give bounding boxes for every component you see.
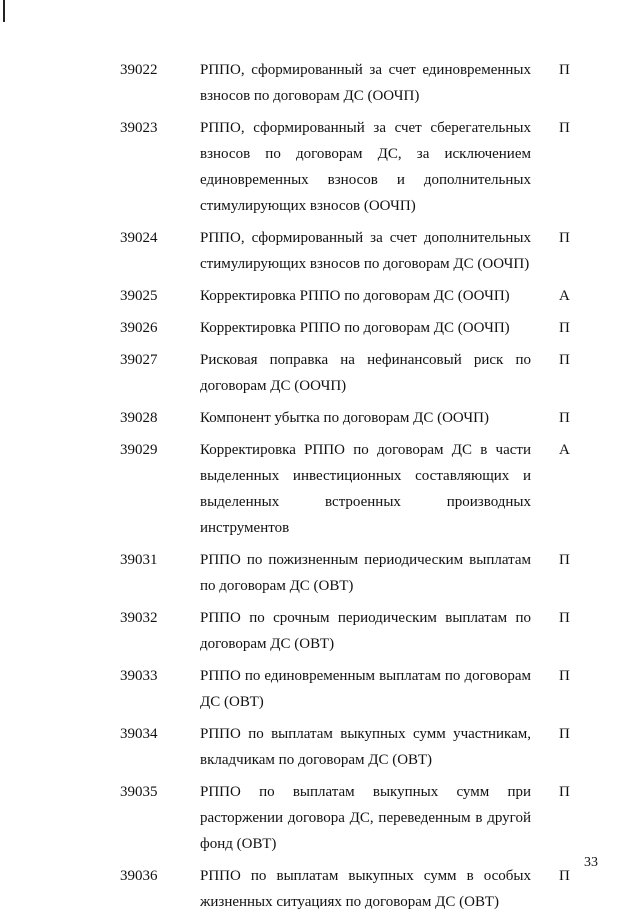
account-description [200, 605, 531, 657]
description-line: вкладчикам по договорам ДС (ОВТ) [200, 752, 433, 768]
description-line: Корректировка РППО по договорам ДС (ООЧП) [200, 320, 510, 336]
account-entry [0, 779, 640, 857]
account-code: 39022 [120, 62, 158, 78]
account-code: 39027 [120, 352, 158, 368]
account-code: 39028 [120, 410, 158, 426]
account-description [200, 283, 531, 309]
account-type: П [559, 410, 570, 426]
description-line: единовременных взносов и дополнительных [200, 172, 531, 188]
account-description [200, 721, 531, 773]
description-line: Корректировка РППО по договорам ДС в части [200, 442, 531, 458]
account-type: П [559, 784, 570, 800]
account-description [200, 863, 531, 915]
account-description [200, 779, 531, 857]
account-description [200, 405, 531, 431]
account-list [0, 57, 640, 921]
account-description [200, 663, 531, 715]
account-code: 39034 [120, 726, 158, 742]
description-line: РППО, сформированный за счет сберегательных [200, 120, 531, 136]
account-code: 39036 [120, 868, 158, 884]
account-type: А [559, 288, 570, 304]
account-description [200, 115, 531, 219]
account-description [200, 225, 531, 277]
account-code: 39035 [120, 784, 158, 800]
description-line: по договорам ДС (ОВТ) [200, 578, 354, 594]
description-line: Компонент убытка по договорам ДС (ООЧП) [200, 410, 489, 426]
account-entry [0, 605, 640, 657]
description-line: выделенных встроенных производных [200, 494, 531, 510]
account-code: 39033 [120, 668, 158, 684]
account-type: П [559, 230, 570, 246]
account-code: 39031 [120, 552, 158, 568]
description-line: РППО, сформированный за счет дополнительных [200, 230, 531, 246]
account-type: П [559, 610, 570, 626]
account-entry [0, 315, 640, 341]
description-line: инструментов [200, 520, 290, 536]
account-description [200, 347, 531, 399]
description-line: договорам ДС (ОВТ) [200, 636, 335, 652]
account-type: П [559, 320, 570, 336]
account-code: 39029 [120, 442, 158, 458]
description-line: расторжении договора ДС, переведенным в другой [200, 810, 531, 826]
account-code: 39032 [120, 610, 158, 626]
account-entry [0, 115, 640, 219]
description-line: Рисковая поправка на нефинансовый риск по [200, 352, 531, 368]
description-line: РППО по выплатам выкупных сумм при [200, 784, 531, 800]
description-line: стимулирующих взносов (ООЧП) [200, 198, 416, 214]
account-entry [0, 405, 640, 431]
margin-mark [3, 0, 5, 22]
account-type: А [559, 442, 570, 458]
description-line: жизненных ситуациях по договорам ДС (ОВТ) [200, 894, 499, 910]
description-line: выделенных инвестиционных составляющих и [200, 468, 531, 484]
account-code: 39024 [120, 230, 158, 246]
account-description [200, 315, 531, 341]
account-description [200, 57, 531, 109]
account-type: П [559, 668, 570, 684]
page-number: 33 [584, 855, 598, 870]
account-entry [0, 437, 640, 541]
account-entry [0, 721, 640, 773]
description-line: Корректировка РППО по договорам ДС (ООЧП) [200, 288, 510, 304]
description-line: РППО по срочным периодическим выплатам по [200, 610, 531, 626]
account-type: П [559, 868, 570, 884]
description-line: РППО по единовременным выплатам по договорам [200, 668, 531, 684]
description-line: взносов по договорам ДС (ООЧП) [200, 88, 420, 104]
description-line: РППО, сформированный за счет единовременных [200, 62, 531, 78]
account-entry [0, 225, 640, 277]
description-line: РППО по выплатам выкупных сумм в особых [200, 868, 531, 884]
account-code: 39025 [120, 288, 158, 304]
account-description [200, 547, 531, 599]
account-code: 39026 [120, 320, 158, 336]
description-line: РППО по выплатам выкупных сумм участникам, [200, 726, 531, 742]
account-type: П [559, 120, 570, 136]
description-line: ДС (ОВТ) [200, 694, 264, 710]
description-line: РППО по пожизненным периодическим выплатам [200, 552, 531, 568]
description-line: взносов по договорам ДС, за исключением [200, 146, 531, 162]
account-type: П [559, 352, 570, 368]
account-entry [0, 547, 640, 599]
account-type: П [559, 62, 570, 78]
account-code: 39023 [120, 120, 158, 136]
description-line: стимулирующих взносов по договорам ДС (ООЧП) [200, 256, 530, 272]
account-type: П [559, 552, 570, 568]
description-line: договорам ДС (ООЧП) [200, 378, 347, 394]
account-description [200, 437, 531, 541]
description-line: фонд (ОВТ) [200, 836, 277, 852]
account-entry [0, 57, 640, 109]
account-entry [0, 663, 640, 715]
account-entry [0, 863, 640, 915]
account-entry [0, 347, 640, 399]
account-type: П [559, 726, 570, 742]
account-entry [0, 283, 640, 309]
